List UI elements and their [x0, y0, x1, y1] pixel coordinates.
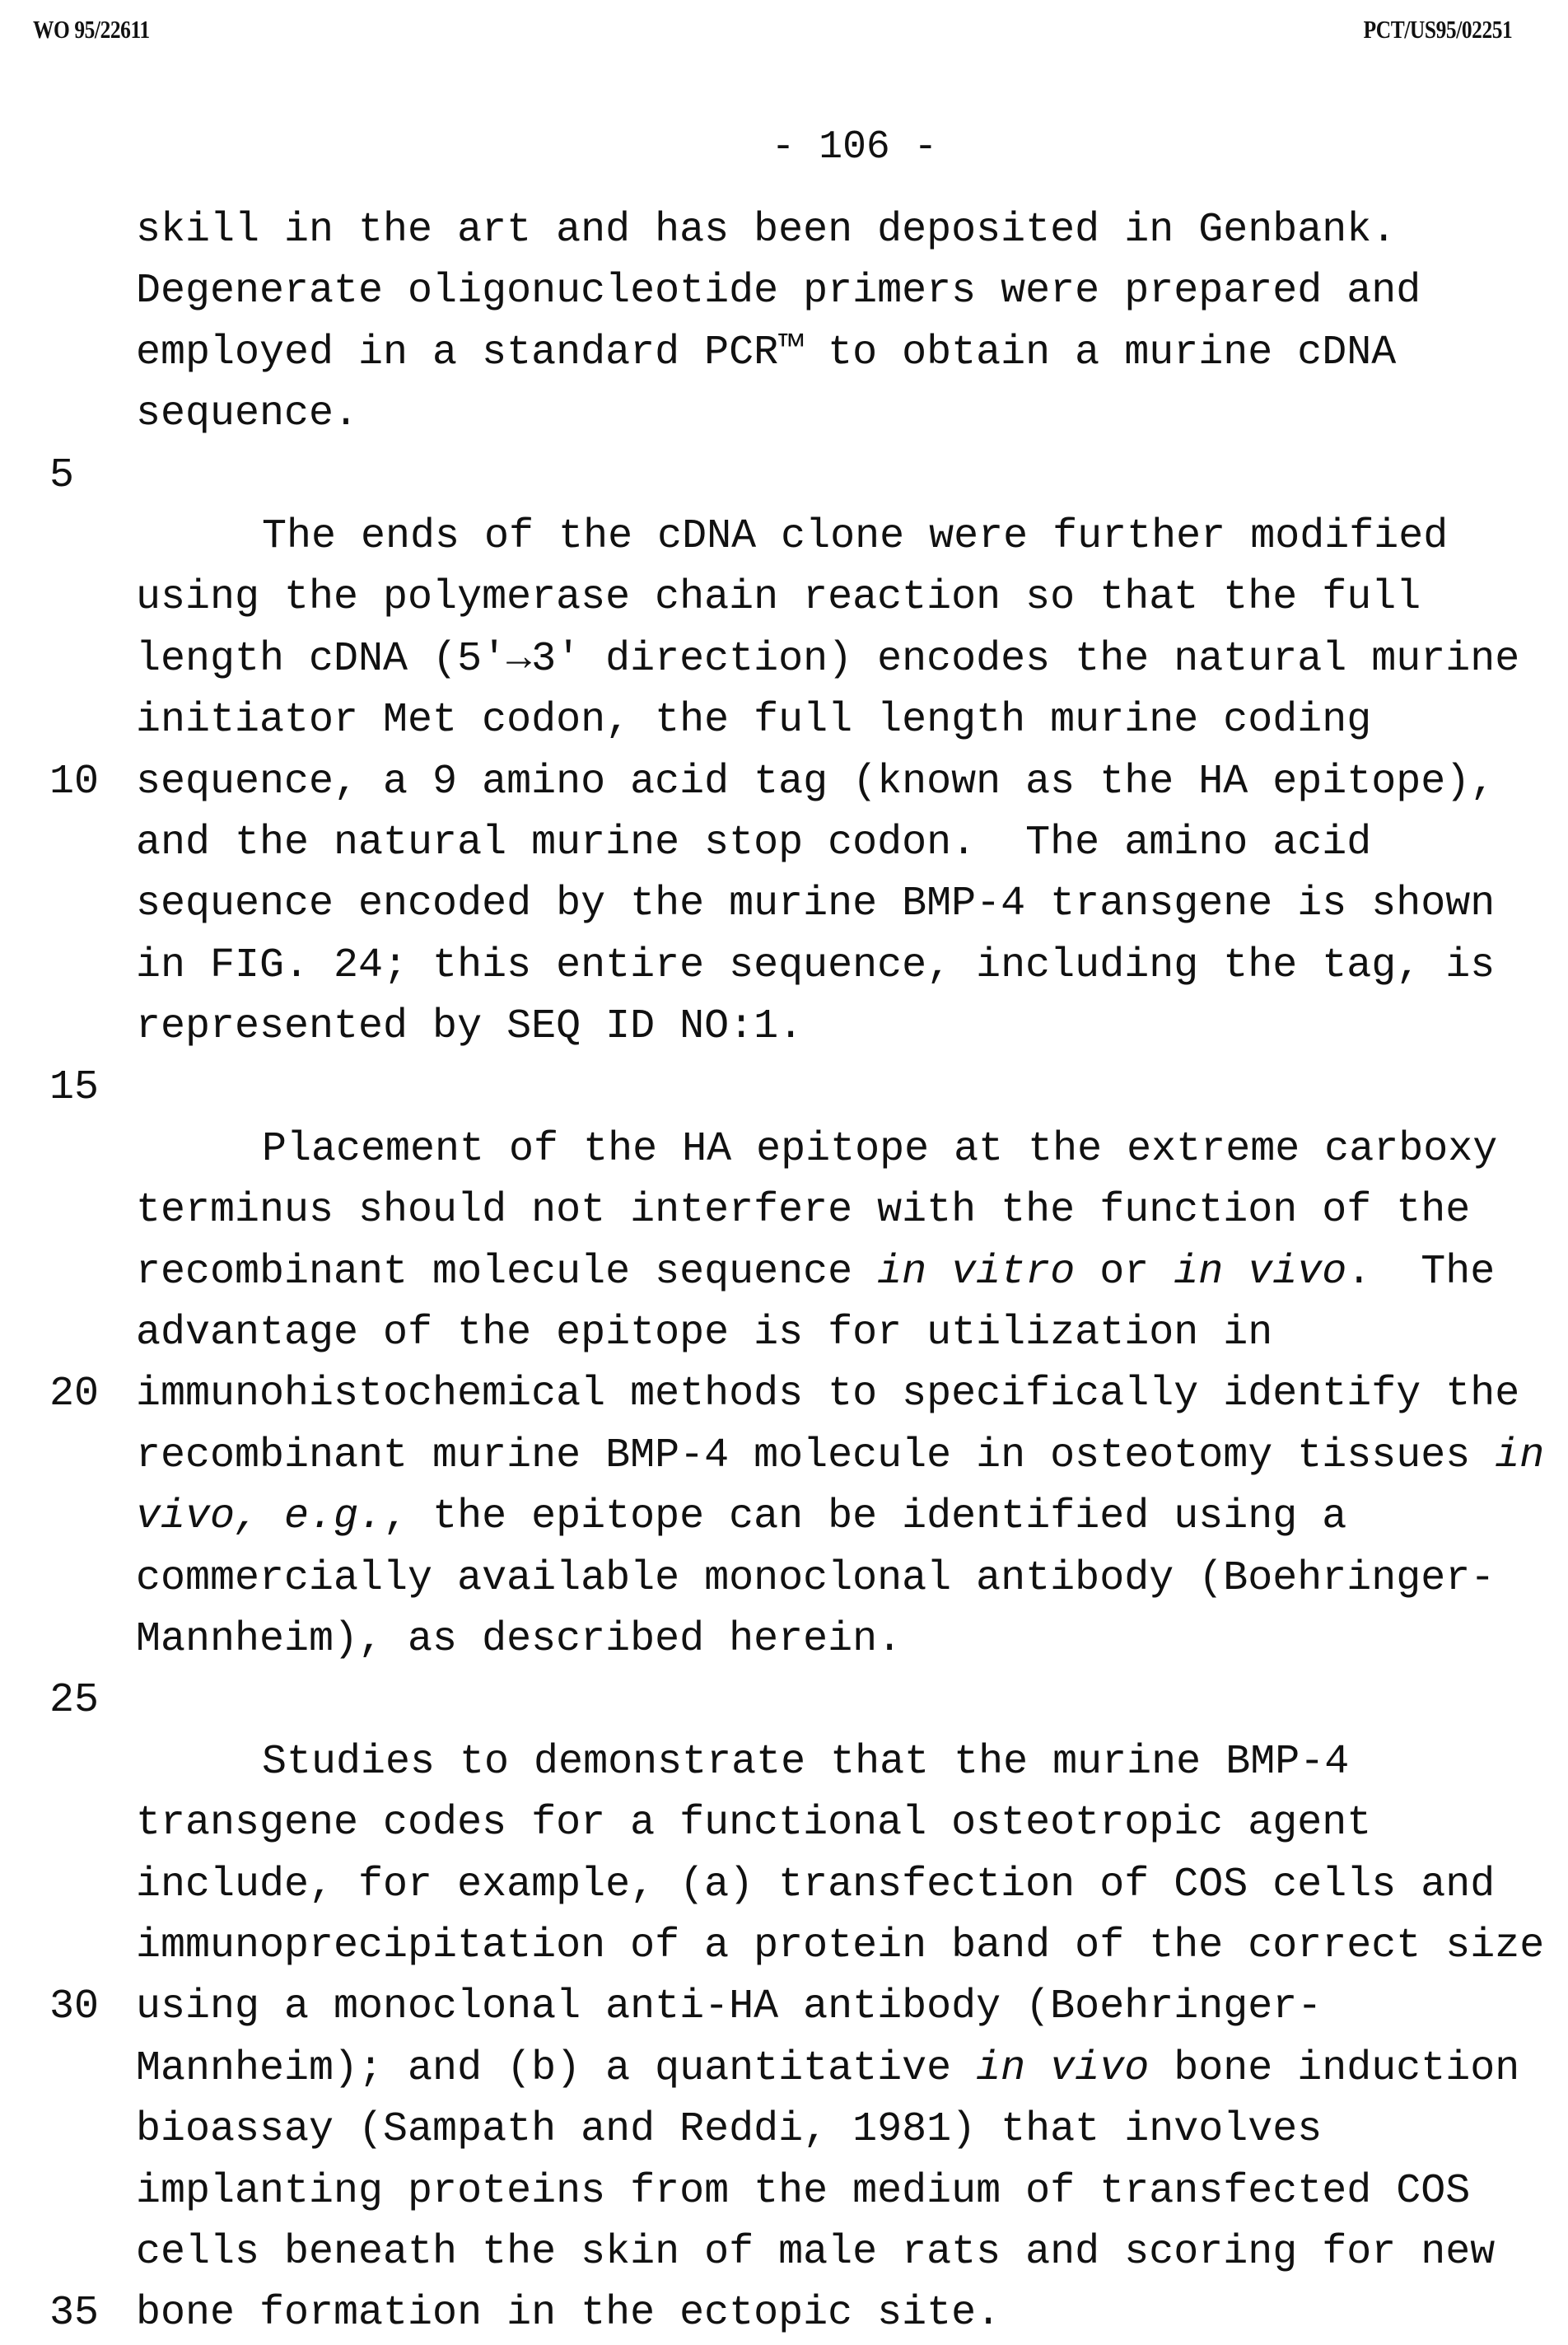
- line-text: [262, 507, 1448, 568]
- document-body: [0, 200, 1568, 2345]
- line-text: [136, 1364, 1519, 1425]
- text-line: [0, 323, 1568, 384]
- text-line: [0, 1855, 1568, 1916]
- text-line: [0, 752, 1568, 813]
- line-text: [136, 261, 1421, 322]
- line-text: [136, 690, 1371, 751]
- italic-text: in: [1495, 1432, 1544, 1479]
- text-line: [0, 1426, 1568, 1487]
- text-line: [0, 1916, 1568, 1977]
- text-line: [0, 629, 1568, 690]
- text-line: [0, 1793, 1568, 1854]
- line-text: [136, 752, 1495, 813]
- text-segment: Mannheim); and (b) a quantitative: [136, 2045, 976, 2092]
- line-text: [136, 1303, 1272, 1364]
- text-line: [0, 997, 1568, 1058]
- text-segment: Degenerate oligonucleotide primers were prepared and: [136, 268, 1421, 315]
- text-segment: represented by SEQ ID NO:1.: [136, 1003, 803, 1050]
- line-text: [136, 1487, 1346, 1548]
- line-text: [136, 568, 1421, 628]
- page-number: - 106 -: [0, 125, 1568, 170]
- line-text: [262, 1119, 1497, 1180]
- text-segment: bone induction: [1149, 2045, 1519, 2092]
- line-text: [136, 1426, 1544, 1487]
- italic-text: in vivo: [976, 2045, 1149, 2092]
- line-number: 25: [49, 1670, 99, 1731]
- text-segment: sequence, a 9 amino acid tag (known as the HA epitope),: [136, 759, 1495, 806]
- text-line: [0, 446, 1568, 507]
- line-number: 20: [49, 1364, 99, 1425]
- text-line: [0, 813, 1568, 874]
- line-number: 5: [49, 446, 74, 507]
- line-text: [136, 2039, 1519, 2100]
- line-text: [262, 1732, 1349, 1793]
- text-line: [0, 1303, 1568, 1364]
- text-segment: bioassay (Sampath and Reddi, 1981) that involves: [136, 2106, 1322, 2153]
- text-line: [0, 261, 1568, 322]
- line-text: [136, 2100, 1322, 2160]
- text-line: [0, 384, 1568, 445]
- line-text: [136, 1242, 1495, 1303]
- italic-text: in vivo: [1174, 1249, 1346, 1296]
- text-segment: employed in a standard PCR™ to obtain a murine cDNA: [136, 329, 1396, 376]
- text-segment: sequence encoded by the murine BMP-4 transgene is shown: [136, 881, 1495, 927]
- text-segment: The ends of the cDNA clone were further modified: [262, 513, 1448, 560]
- text-line: [0, 2039, 1568, 2100]
- line-text: [136, 384, 358, 445]
- text-line: [0, 1058, 1568, 1119]
- line-text: [136, 629, 1519, 690]
- text-segment: Mannheim), as described herein.: [136, 1616, 902, 1663]
- text-segment: or: [1075, 1249, 1174, 1296]
- text-segment: implanting proteins from the medium of transfected COS: [136, 2168, 1470, 2215]
- text-segment: , the epitope can be identified using a: [383, 1493, 1346, 1540]
- text-line: [0, 1119, 1568, 1180]
- text-line: [0, 2283, 1568, 2344]
- text-segment: immunoprecipitation of a protein band of the correct size: [136, 1922, 1544, 1969]
- text-segment: sequence.: [136, 390, 358, 437]
- text-line: [0, 568, 1568, 628]
- text-segment: and the natural murine stop codon. The amino acid: [136, 820, 1371, 867]
- line-text: [136, 1180, 1470, 1241]
- line-number: 35: [49, 2283, 99, 2344]
- text-segment: initiator Met codon, the full length murine coding: [136, 697, 1371, 744]
- text-segment: bone formation in the ectopic site.: [136, 2290, 1001, 2337]
- text-segment: commercially available monoclonal antibody (Boehringer-: [136, 1555, 1495, 1602]
- text-line: [0, 1242, 1568, 1303]
- text-segment: advantage of the epitope is for utilization in: [136, 1310, 1272, 1357]
- text-segment: recombinant molecule sequence: [136, 1249, 877, 1296]
- line-text: [136, 813, 1371, 874]
- line-text: [136, 1855, 1495, 1916]
- line-text: [136, 936, 1495, 997]
- text-line: [0, 874, 1568, 935]
- text-segment: using a monoclonal anti-HA antibody (Boehringer-: [136, 1983, 1322, 2030]
- line-number: 30: [49, 1977, 99, 2038]
- line-text: [136, 1609, 902, 1670]
- line-text: [136, 997, 803, 1058]
- text-line: [0, 1609, 1568, 1670]
- line-text: [136, 1977, 1322, 2038]
- text-segment: terminus should not interfere with the function of the: [136, 1187, 1470, 1234]
- text-line: [0, 507, 1568, 568]
- text-segment: include, for example, (a) transfection of COS cells and: [136, 1862, 1495, 1908]
- italic-text: vivo, e.g.: [136, 1493, 383, 1540]
- line-number: 15: [49, 1058, 99, 1119]
- italic-text: in vitro: [877, 1249, 1075, 1296]
- text-line: [0, 936, 1568, 997]
- text-line: [0, 1487, 1568, 1548]
- text-segment: cells beneath the skin of male rats and scoring for new: [136, 2229, 1495, 2276]
- text-line: [0, 1180, 1568, 1241]
- text-segment: immunohistochemical methods to specifically identify the: [136, 1371, 1519, 1418]
- text-segment: . The: [1346, 1249, 1495, 1296]
- text-line: [0, 690, 1568, 751]
- line-text: [136, 1793, 1371, 1854]
- text-segment: Placement of the HA epitope at the extreme carboxy: [262, 1126, 1497, 1173]
- text-segment: length cDNA (5'→3' direction) encodes the natural murine: [136, 636, 1519, 683]
- publication-number: WO 95/22611: [33, 15, 150, 44]
- text-line: [0, 200, 1568, 261]
- application-number: PCT/US95/02251: [1363, 15, 1512, 44]
- text-line: [0, 1977, 1568, 2038]
- line-text: [136, 874, 1495, 935]
- text-segment: recombinant murine BMP-4 molecule in osteotomy tissues: [136, 1432, 1495, 1479]
- line-text: [136, 1549, 1495, 1609]
- text-line: [0, 1732, 1568, 1793]
- text-line: [0, 2100, 1568, 2160]
- text-line: [0, 1364, 1568, 1425]
- line-text: [136, 2222, 1495, 2283]
- line-text: [136, 2283, 1001, 2344]
- line-text: [136, 2161, 1470, 2222]
- line-text: [136, 1916, 1544, 1977]
- text-line: [0, 1549, 1568, 1609]
- text-segment: Studies to demonstrate that the murine BMP-4: [262, 1739, 1349, 1786]
- text-line: [0, 2222, 1568, 2283]
- text-segment: in FIG. 24; this entire sequence, including the tag, is: [136, 942, 1495, 989]
- line-number: 10: [49, 752, 99, 813]
- text-segment: transgene codes for a functional osteotropic agent: [136, 1800, 1371, 1847]
- text-line: [0, 2161, 1568, 2222]
- text-segment: skill in the art and has been deposited in Genbank.: [136, 207, 1396, 254]
- text-line: [0, 1670, 1568, 1731]
- line-text: [136, 200, 1396, 261]
- text-segment: using the polymerase chain reaction so that the full: [136, 574, 1421, 621]
- line-text: [136, 323, 1396, 384]
